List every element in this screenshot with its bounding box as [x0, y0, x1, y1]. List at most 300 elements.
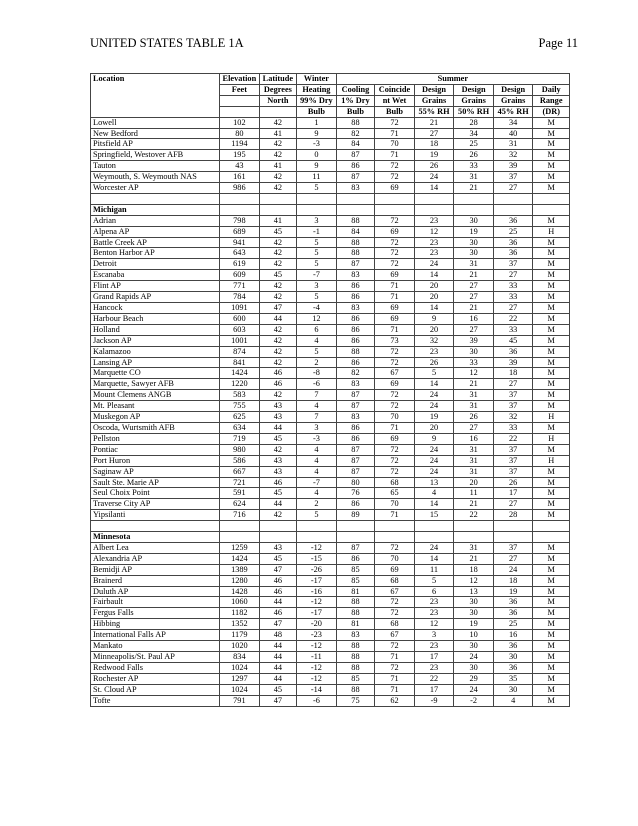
value-cell: 87	[336, 466, 375, 477]
table-row	[91, 270, 570, 281]
value-cell: M	[533, 150, 570, 161]
value-cell: 45	[259, 553, 296, 564]
location-cell: Alpena AP	[91, 226, 220, 237]
cooling-header-1: Cooling	[336, 84, 375, 95]
value-cell: 27	[493, 183, 533, 194]
value-cell: 80	[220, 128, 260, 139]
value-cell: 20	[454, 477, 494, 488]
value-cell: 624	[220, 499, 260, 510]
value-cell: 86	[336, 422, 375, 433]
value-cell: 26	[454, 150, 494, 161]
value-cell: 68	[375, 477, 415, 488]
value-cell: 36	[493, 608, 533, 619]
value-cell: 583	[220, 390, 260, 401]
table-row	[91, 183, 570, 194]
value-cell: 721	[220, 477, 260, 488]
value-cell: 84	[336, 139, 375, 150]
value-cell: 85	[336, 564, 375, 575]
value-cell: 36	[493, 215, 533, 226]
value-cell	[220, 204, 260, 215]
value-cell: 11	[297, 172, 337, 183]
value-cell: 43	[259, 466, 296, 477]
value-cell: 88	[336, 597, 375, 608]
value-cell: -17	[297, 608, 337, 619]
value-cell: 37	[493, 455, 533, 466]
value-cell: 27	[493, 270, 533, 281]
value-cell: 42	[259, 281, 296, 292]
value-cell: 37	[493, 259, 533, 270]
location-cell: Detroit	[91, 259, 220, 270]
value-cell: 19	[454, 226, 494, 237]
value-cell	[375, 532, 415, 543]
value-cell: 37	[493, 466, 533, 477]
value-cell: 30	[454, 215, 494, 226]
value-cell: 11	[454, 488, 494, 499]
location-cell: Pontiac	[91, 444, 220, 455]
grains-55-header-2: Grains	[414, 95, 454, 106]
value-cell: -2	[454, 695, 494, 706]
value-cell	[297, 204, 337, 215]
value-cell: 72	[375, 641, 415, 652]
value-cell: -14	[297, 684, 337, 695]
value-cell: 18	[414, 139, 454, 150]
value-cell: 70	[375, 499, 415, 510]
value-cell: 72	[375, 401, 415, 412]
location-cell: Harbour Beach	[91, 313, 220, 324]
value-cell: 12	[414, 226, 454, 237]
value-cell	[414, 521, 454, 532]
value-cell: 12	[454, 575, 494, 586]
value-cell: -12	[297, 641, 337, 652]
value-cell: 31	[454, 259, 494, 270]
value-cell: 67	[375, 630, 415, 641]
value-cell: 30	[493, 684, 533, 695]
table-row	[91, 150, 570, 161]
value-cell: 12	[297, 313, 337, 324]
location-cell: Yipsilanti	[91, 510, 220, 521]
value-cell: 42	[259, 346, 296, 357]
value-cell: 20	[414, 292, 454, 303]
value-cell	[454, 521, 494, 532]
location-cell: Seul Choix Point	[91, 488, 220, 499]
value-cell: 72	[375, 248, 415, 259]
value-cell: 88	[336, 641, 375, 652]
value-cell: 31	[454, 390, 494, 401]
value-cell: 44	[259, 662, 296, 673]
value-cell: 44	[259, 673, 296, 684]
value-cell: M	[533, 630, 570, 641]
value-cell: M	[533, 673, 570, 684]
value-cell: M	[533, 510, 570, 521]
design-conditions-table	[90, 73, 570, 707]
value-cell: 19	[414, 150, 454, 161]
elevation-header-3	[220, 95, 260, 106]
table-row	[91, 630, 570, 641]
value-cell	[533, 193, 570, 204]
table-row	[91, 455, 570, 466]
value-cell: 72	[375, 608, 415, 619]
value-cell	[533, 532, 570, 543]
value-cell: 1182	[220, 608, 260, 619]
value-cell: M	[533, 652, 570, 663]
location-cell: Bemidji AP	[91, 564, 220, 575]
value-cell: 591	[220, 488, 260, 499]
value-cell: 1001	[220, 335, 260, 346]
elevation-header-2: Feet	[220, 84, 260, 95]
value-cell: 625	[220, 412, 260, 423]
value-cell: 12	[454, 368, 494, 379]
value-cell: 67	[375, 368, 415, 379]
value-cell	[533, 204, 570, 215]
value-cell: 21	[414, 117, 454, 128]
value-cell: 33	[454, 161, 494, 172]
value-cell: 88	[336, 652, 375, 663]
value-cell: 23	[414, 608, 454, 619]
table-row	[91, 139, 570, 150]
value-cell: 45	[259, 488, 296, 499]
value-cell: 45	[259, 226, 296, 237]
value-cell: 28	[454, 117, 494, 128]
value-cell: 42	[259, 259, 296, 270]
value-cell: 86	[336, 292, 375, 303]
value-cell: -9	[414, 695, 454, 706]
value-cell: 23	[414, 346, 454, 357]
location-cell: Hancock	[91, 303, 220, 314]
table-row	[91, 542, 570, 553]
value-cell: 87	[336, 172, 375, 183]
value-cell: 689	[220, 226, 260, 237]
value-cell: -8	[297, 368, 337, 379]
value-cell: 37	[493, 390, 533, 401]
value-cell: 84	[336, 226, 375, 237]
value-cell: 69	[375, 313, 415, 324]
value-cell: 586	[220, 455, 260, 466]
value-cell: 30	[493, 652, 533, 663]
value-cell	[297, 521, 337, 532]
grains-55-header-3: 55% RH	[414, 106, 454, 117]
value-cell: H	[533, 412, 570, 423]
value-cell: 14	[414, 553, 454, 564]
value-cell: 83	[336, 630, 375, 641]
value-cell	[336, 532, 375, 543]
value-cell: 9	[414, 433, 454, 444]
value-cell: M	[533, 281, 570, 292]
value-cell: 85	[336, 673, 375, 684]
value-cell: 22	[414, 673, 454, 684]
value-cell: M	[533, 390, 570, 401]
grains-45-header-1: Design	[493, 84, 533, 95]
value-cell: 1389	[220, 564, 260, 575]
table-row	[91, 281, 570, 292]
value-cell: 33	[493, 422, 533, 433]
value-cell	[414, 193, 454, 204]
value-cell: 31	[454, 172, 494, 183]
value-cell: 86	[336, 553, 375, 564]
value-cell	[454, 193, 494, 204]
table-row	[91, 390, 570, 401]
location-cell: Lansing AP	[91, 357, 220, 368]
location-cell: St. Cloud AP	[91, 684, 220, 695]
value-cell: 42	[259, 357, 296, 368]
value-cell: 47	[259, 303, 296, 314]
value-cell: 87	[336, 259, 375, 270]
value-cell: 69	[375, 379, 415, 390]
value-cell: 4	[493, 695, 533, 706]
value-cell: 13	[414, 477, 454, 488]
value-cell: 42	[259, 335, 296, 346]
value-cell: M	[533, 575, 570, 586]
value-cell: M	[533, 215, 570, 226]
value-cell	[454, 532, 494, 543]
value-cell: 73	[375, 335, 415, 346]
value-cell: 27	[493, 499, 533, 510]
value-cell: 21	[454, 303, 494, 314]
value-cell: 27	[493, 379, 533, 390]
value-cell: 10	[454, 630, 494, 641]
value-cell: 72	[375, 466, 415, 477]
value-cell: 33	[493, 292, 533, 303]
value-cell: 4	[297, 335, 337, 346]
value-cell: 33	[493, 324, 533, 335]
value-cell: H	[533, 226, 570, 237]
value-cell: 9	[297, 128, 337, 139]
value-cell: 36	[493, 662, 533, 673]
value-cell: 88	[336, 248, 375, 259]
value-cell: M	[533, 477, 570, 488]
value-cell: 603	[220, 324, 260, 335]
table-row	[91, 684, 570, 695]
value-cell: 69	[375, 303, 415, 314]
value-cell: 69	[375, 183, 415, 194]
value-cell: 3	[297, 215, 337, 226]
value-cell: 195	[220, 150, 260, 161]
location-cell: Fairbault	[91, 597, 220, 608]
value-cell: 24	[493, 564, 533, 575]
blank-row	[91, 193, 570, 204]
value-cell: 22	[493, 313, 533, 324]
location-cell: Pellston	[91, 433, 220, 444]
location-cell: Weymouth, S. Weymouth NAS	[91, 172, 220, 183]
location-cell: Rochester AP	[91, 673, 220, 684]
value-cell: 980	[220, 444, 260, 455]
value-cell	[533, 521, 570, 532]
value-cell: 31	[454, 401, 494, 412]
value-cell: 4	[414, 488, 454, 499]
section-row	[91, 532, 570, 543]
location-cell: Tofte	[91, 695, 220, 706]
value-cell: 24	[414, 466, 454, 477]
table-row	[91, 422, 570, 433]
value-cell: 14	[414, 379, 454, 390]
value-cell: 30	[454, 662, 494, 673]
value-cell: 83	[336, 183, 375, 194]
value-cell: 7	[297, 412, 337, 423]
value-cell: 5	[297, 346, 337, 357]
value-cell: M	[533, 641, 570, 652]
value-cell: 68	[375, 619, 415, 630]
value-cell: 20	[414, 422, 454, 433]
table-row	[91, 259, 570, 270]
value-cell: 42	[259, 390, 296, 401]
value-cell: 86	[336, 161, 375, 172]
location-cell: Oscoda, Wurtsmith AFB	[91, 422, 220, 433]
value-cell: M	[533, 488, 570, 499]
value-cell: 69	[375, 564, 415, 575]
value-cell: 24	[414, 444, 454, 455]
value-cell: 44	[259, 652, 296, 663]
table-row	[91, 324, 570, 335]
value-cell	[493, 521, 533, 532]
value-cell: 27	[454, 281, 494, 292]
value-cell: 72	[375, 542, 415, 553]
value-cell: 71	[375, 510, 415, 521]
table-row	[91, 553, 570, 564]
value-cell: 72	[375, 390, 415, 401]
value-cell: 21	[454, 270, 494, 281]
table-row	[91, 303, 570, 314]
value-cell: 3	[414, 630, 454, 641]
value-cell: 42	[259, 183, 296, 194]
value-cell: 44	[259, 313, 296, 324]
value-cell: 72	[375, 455, 415, 466]
value-cell: 22	[454, 510, 494, 521]
location-header: Location	[91, 74, 220, 118]
value-cell: 9	[414, 313, 454, 324]
value-cell: 69	[375, 270, 415, 281]
value-cell: 12	[414, 619, 454, 630]
daily-range-header-3: (DR)	[533, 106, 570, 117]
location-cell: Alexandria AP	[91, 553, 220, 564]
table-row	[91, 488, 570, 499]
grains-55-header-1: Design	[414, 84, 454, 95]
value-cell: 88	[336, 684, 375, 695]
winter-header: Winter	[297, 74, 337, 85]
location-cell: Mankato	[91, 641, 220, 652]
value-cell	[297, 532, 337, 543]
value-cell: 44	[259, 499, 296, 510]
value-cell: 4	[297, 466, 337, 477]
value-cell: M	[533, 368, 570, 379]
value-cell: 72	[375, 444, 415, 455]
value-cell: M	[533, 346, 570, 357]
value-cell: M	[533, 564, 570, 575]
value-cell: -20	[297, 619, 337, 630]
value-cell: 841	[220, 357, 260, 368]
location-cell: Kalamazoo	[91, 346, 220, 357]
value-cell: 7	[297, 390, 337, 401]
value-cell: 36	[493, 597, 533, 608]
value-cell: 14	[414, 303, 454, 314]
value-cell: 834	[220, 652, 260, 663]
value-cell: 30	[454, 597, 494, 608]
table-row	[91, 248, 570, 259]
value-cell: 85	[336, 575, 375, 586]
table-row	[91, 586, 570, 597]
value-cell: 72	[375, 259, 415, 270]
value-cell: 86	[336, 281, 375, 292]
location-cell: Battle Creek AP	[91, 237, 220, 248]
value-cell: 21	[454, 379, 494, 390]
table-row	[91, 161, 570, 172]
value-cell: M	[533, 401, 570, 412]
value-cell: 19	[414, 412, 454, 423]
grains-50-header-3: 50% RH	[454, 106, 494, 117]
value-cell: 72	[375, 161, 415, 172]
value-cell: 23	[414, 237, 454, 248]
table-row	[91, 608, 570, 619]
value-cell: 1424	[220, 368, 260, 379]
value-cell: 19	[454, 619, 494, 630]
value-cell: 11	[414, 564, 454, 575]
value-cell: 26	[493, 477, 533, 488]
location-cell: International Falls AP	[91, 630, 220, 641]
value-cell: 21	[454, 183, 494, 194]
value-cell: 5	[414, 368, 454, 379]
elevation-header-4	[220, 106, 260, 117]
value-cell: 31	[493, 139, 533, 150]
value-cell: M	[533, 237, 570, 248]
value-cell: 15	[414, 510, 454, 521]
table-row	[91, 695, 570, 706]
value-cell: 23	[414, 248, 454, 259]
heating-header-2: 99% Dry	[297, 95, 337, 106]
value-cell: 30	[454, 237, 494, 248]
value-cell: -16	[297, 586, 337, 597]
table-row	[91, 226, 570, 237]
value-cell: 643	[220, 248, 260, 259]
table-row	[91, 641, 570, 652]
value-cell: 21	[454, 499, 494, 510]
grains-45-header-3: 45% RH	[493, 106, 533, 117]
value-cell: 16	[493, 630, 533, 641]
value-cell: 2	[297, 499, 337, 510]
value-cell: 102	[220, 117, 260, 128]
table-row	[91, 466, 570, 477]
value-cell: 32	[493, 150, 533, 161]
value-cell: 83	[336, 412, 375, 423]
location-cell: Fergus Falls	[91, 608, 220, 619]
value-cell: 31	[454, 542, 494, 553]
table-row	[91, 444, 570, 455]
value-cell: 37	[493, 172, 533, 183]
location-cell: Mount Clemens ANGB	[91, 390, 220, 401]
value-cell: -15	[297, 553, 337, 564]
value-cell: 0	[297, 150, 337, 161]
value-cell: 29	[454, 673, 494, 684]
table-row	[91, 335, 570, 346]
location-cell: Tauton	[91, 161, 220, 172]
value-cell: -3	[297, 139, 337, 150]
value-cell: 81	[336, 586, 375, 597]
location-cell: Muskegon AP	[91, 412, 220, 423]
value-cell	[336, 193, 375, 204]
value-cell: 1024	[220, 662, 260, 673]
value-cell: 31	[454, 455, 494, 466]
value-cell: M	[533, 117, 570, 128]
location-cell: Mt. Pleasant	[91, 401, 220, 412]
grains-50-header-1: Design	[454, 84, 494, 95]
page-number: Page 11	[538, 36, 578, 50]
value-cell: 71	[375, 684, 415, 695]
value-cell: 72	[375, 172, 415, 183]
table-row	[91, 237, 570, 248]
value-cell: 72	[375, 117, 415, 128]
value-cell: 71	[375, 128, 415, 139]
value-cell: -12	[297, 597, 337, 608]
value-cell: 18	[454, 564, 494, 575]
value-cell: 5	[297, 237, 337, 248]
value-cell: 72	[375, 215, 415, 226]
